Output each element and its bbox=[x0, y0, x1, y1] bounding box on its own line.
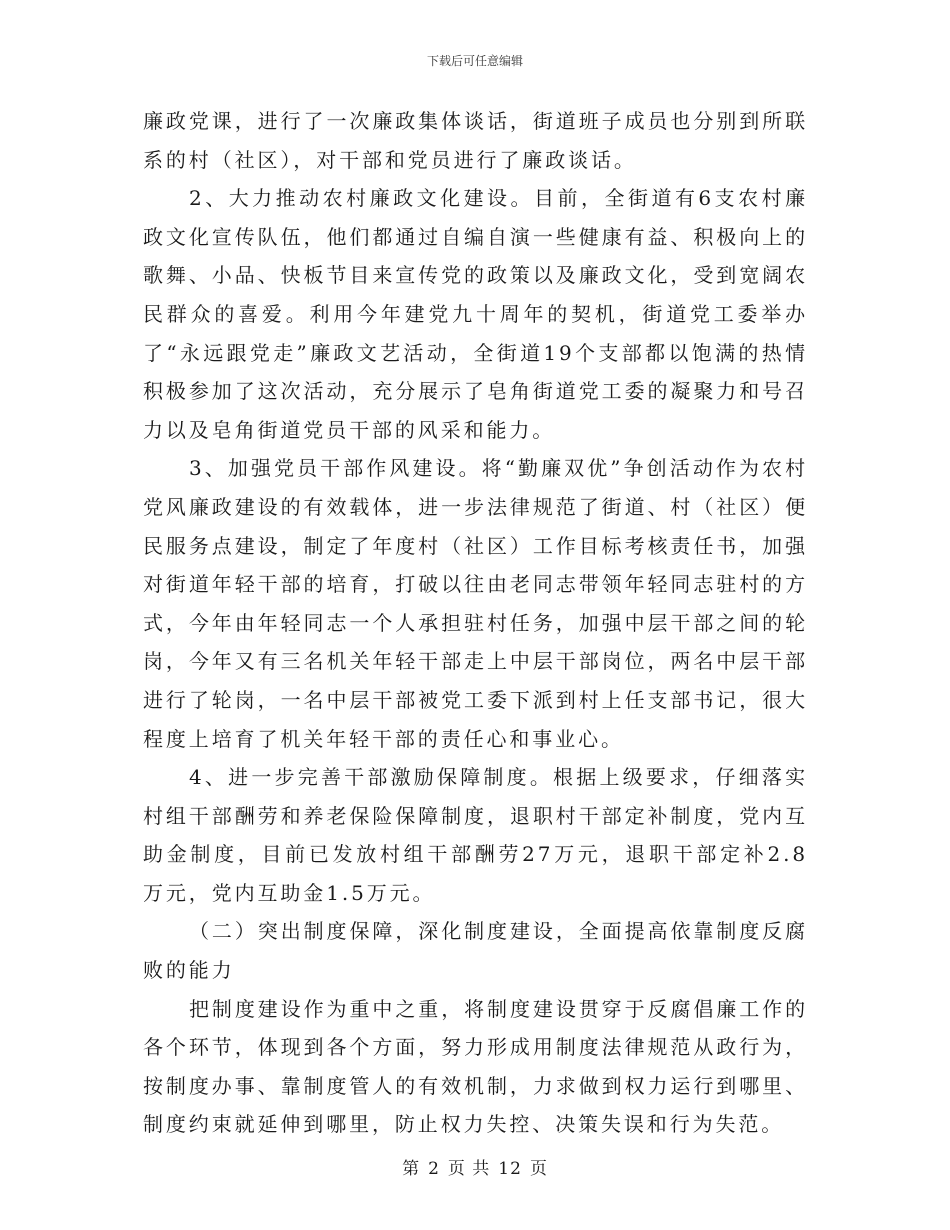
paragraph-item-3: 3、加强党员干部作风建设。将“勤廉双优”争创活动作为农村党风廉政建设的有效载体，进一步法律规范了街道、村（社区）便民服务点建设，制定了年度村（社区）工作目标考核责任书，加强对街道年轻干部的培育，打破以往由老同志带领年轻同志驻村的方式，今年由年轻同志一个人承担驻村任务，加强中层干部之间的轮岗，今年又有三名机关年轻干部走上中层干部岗位，两名中层干部进行了轮岗，一名中层干部被党工委下派到村上任支部书记，很大程度上培育了机关年轻干部的责任心和事业心。 bbox=[143, 456, 808, 751]
footer-current-page: 2 bbox=[428, 1159, 440, 1179]
paragraph-item-4: 4、进一步完善干部激励保障制度。根据上级要求，仔细落实村组干部酬劳和养老保险保障制度，退职村干部定补制度，党内互助金制度，目前已发放村组干部酬劳27万元，退职干部定补2.8万元，党内互助金1.5万元。 bbox=[143, 765, 808, 905]
section-heading-2: （二）突出制度保障，深化制度建设，全面提高依靠制度反腐败的能力 bbox=[143, 919, 808, 983]
footer-middle: 页 共 bbox=[447, 1159, 491, 1179]
document-body bbox=[143, 102, 808, 1144]
footer-suffix: 页 bbox=[529, 1159, 548, 1179]
paragraph-item-2: 2、大力推动农村廉政文化建设。目前，全街道有6支农村廉政文化宣传队伍，他们都通过自编自演一些健康有益、积极向上的歌舞、小品、快板节目来宣传党的政策以及廉政文化，受到宽阔农民群众的喜爱。利用今年建党九十周年的契机，街道党工委举办了“永远跟党走”廉政文艺活动，全街道19个支部都以饱满的热情积极参加了这次活动，充分展示了皂角街道党工委的凝聚力和号召力以及皂角街道党员干部的风采和能力。 bbox=[143, 186, 808, 442]
footer-total-pages: 12 bbox=[498, 1159, 522, 1179]
page-header-note: 下载后可任意编辑 bbox=[426, 54, 523, 68]
page-footer bbox=[0, 1154, 950, 1179]
paragraph-continuation: 廉政党课，进行了一次廉政集体谈话，街道班子成员也分别到所联系的村（社区），对干部和党员进行了廉政谈话。 bbox=[143, 109, 808, 172]
paragraph-section-2-body: 把制度建设作为重中之重，将制度建设贯穿于反腐倡廉工作的各个环节，体现到各个方面，努力形成用制度法律规范从政行为，按制度办事、靠制度管人的有效机制，力求做到权力运行到哪里、制度约束就延伸到哪里，防止权力失控、决策失误和行为失范。 bbox=[143, 996, 808, 1137]
footer-prefix: 第 bbox=[402, 1159, 421, 1179]
